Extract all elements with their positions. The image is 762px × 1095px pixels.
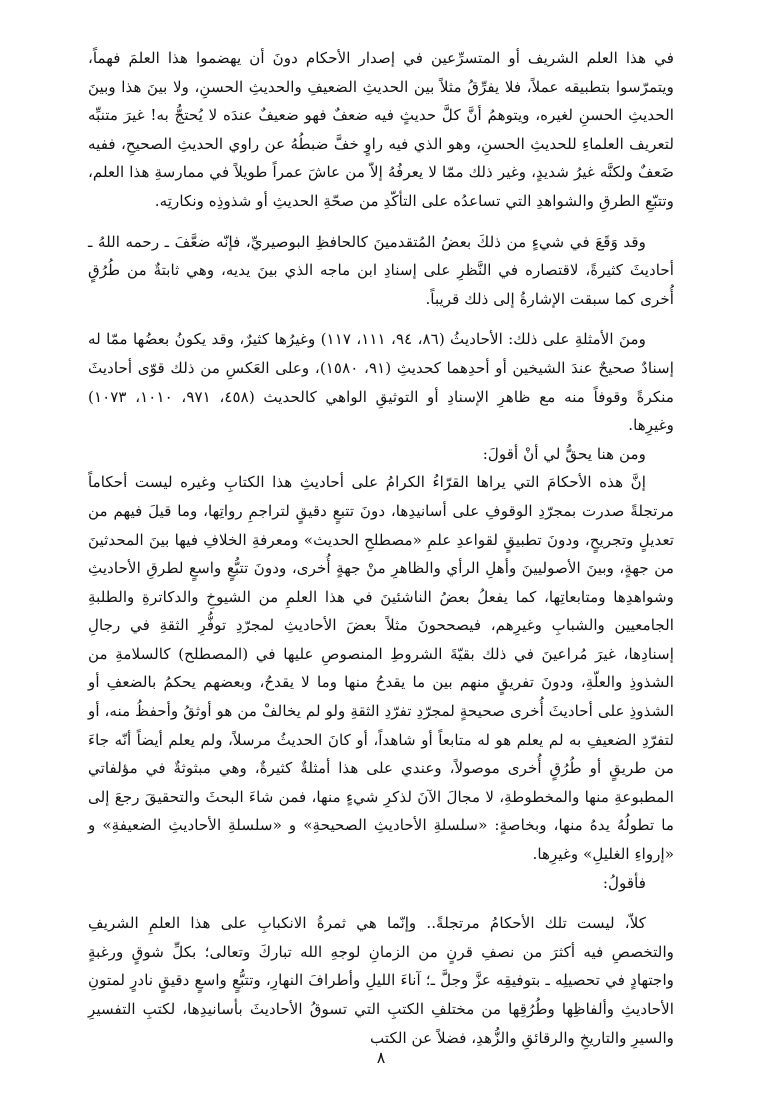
paragraph-6: فأقولُ: [602,873,646,892]
paragraph-2: وقد وَقَعَ في شيءٍ من ذلكَ بعضُ المُتقدمينَ كالحافظِ البوصيريِّ، فإنّه ضعَّفَ ـ رحمه اللهُ ـ أحاديثَ كثيرةً، لاقتصاره في النَّظرِ على إسنادِ ابن ماجه الذي بينَ يديه، وهي ثابتةٌ من طُرُقٍ أُخرى كما سبقت الإشارةُ إلى ذلك قريباً. [88,232,674,308]
paragraph-1: في هذا العلم الشريف أو المتسرِّعين في إصدار الأحكام دونَ أن يهضموا هذا العلمَ فهماً، ويتمرّسوا بتطبيقه عملاً، فلا يفرِّقُ مثلاً بين الحديثِ الضعيفِ والحديثِ الحسنِ، ولا بينَ هذا وبينَ الحديثِ الحسنِ لغيره، ويتوهمُ أنَّ كلَّ حديثٍ فيه ضعفٌ فهو ضعيفٌ عندَه لا يُحتجُّ به! غيرَ متنبِّه لتعريف العلماءِ للحديثِ الحسنِ، وهو الذي فيه راوٍ خفَّ ضبطُهُ عن راوي الحديثِ الصحيحِ، ففيه ضَعفٌ ولكنَّه غيرُ شديدٍ، وغير ذلك ممّا لا يعرفُهُ إلاّ من عاشَ عمراً طويلاً في ممارسةِ هذا العلم، وتتبّعِ الطرقِ والشواهدِ التي تساعدُه على التأكّدِ من صحّةِ الحديثِ أو شذوذِه ونكارتِه. [88,49,674,210]
paragraph-5: إنَّ هذه الأحكامَ التي يراها القرّاءُ الكرامُ على أحاديثِ هذا الكتابِ وغيره ليست أحكاماً مرتجلةً صدرت بمجرّدِ الوقوفِ على أسانيدِها، دونَ تتبعٍ دقيقٍ لتراجمِ رواتِها، وما قيلَ فيهم من تعديلٍ وتجريحٍ، ودونَ تطبيقٍ لقواعدِ علمِ «مصطلحِ الحديث» ومعرفةِ الخلافِ فيها بينَ المحدثينَ من جهةٍ، وبينَ الأصوليينَ وأهلِ الرأي والظاهرِ منْ جهةٍ أُخرى، ودونَ تتبُّعٍ واسعٍ لطرقِ الأحاديثِ وشواهدِها ومتابعاتِها، كما يفعلُ بعضُ الناشئينَ في هذا العلمِ من الشيوخِ والدكاترةِ والطلبةِ الجامعيين والشبابِ وغيرِهم، فيصححونَ مثلاً بعضَ الأحاديثِ لمجرّدِ توفُّرِ الثقةِ في رجالِ إسنادِها، غيرَ مُراعينَ في ذلك بقيّةَ الشروطِ المنصوصِ عليها في (المصطلح) كالسلامةِ من الشذوذِ والعلّةِ، ودونَ تفريقٍ منهم بين ما يقدحُ منها وما لا يقدحُ، وبعضهم يحكمُ بالضعفِ أو الشذوذِ على أحاديثَ أُخرى صحيحةٍ لمجرّدِ تفرّدِ الثقةِ ولو لم يخالفْ من هو أوثقُ وأحفظُ منه، أو لتفرّدِ الضعيفِ به لم يعلم هو له متابعاً أو شاهداً، أو كانَ الحديثُ مرسلاً، ولم يعلم أيضاً أنّه جاءَ من طريقٍ أو طُرُقٍ أُخرى موصولاً، وعندي على هذا أمثلةٌ كثيرةٌ، وهي مبثوثةٌ في مؤلفاتي المطبوعةِ منها والمخطوطةِ، لا مجالَ الآنَ لذكرِ شيءٍ منها، فمن شاءَ البحثَ والتحقيقَ رجعَ إلى ما تطولُهُ يدهُ منها، وبخاصةٍ: «سلسلةِ الأحاديثِ الصحيحةِ» و «سلسلةِ الأحاديثِ الضعيفةِ» و «إرواءِ الغليلِ» وغيرِها. [88,473,674,864]
paragraph-4: ومن هنا يحقُّ لي أنْ أقولَ: [482,444,646,463]
page-body-text [88,44,674,1052]
paragraph-3: ومنَ الأمثلةِ على ذلك: الأحاديثُ (٨٦، ٩٤، ١١١، ١١٧) وغيرُها كثيرٌ، وقد يكونُ بعضُها ممّا له إسنادٌ صحيحٌ عندَ الشيخين أو أحدِهما كحديثِ (٩١، ١٥٨٠)، وعلى العَكسِ من ذلك قوّى أحاديثَ منكرةً وقوفاً منه مع ظاهرِ الإسنادِ أو التوثيقِ الواهي كالحديث (٤٥٨، ٩٧١، ١٠١٠، ١٠٧٣) وغيرِها. [88,330,674,435]
paragraph-7: كلاّ، ليست تلك الأحكامُ مرتجلةً.. وإنّما هي ثمرةُ الانكبابِ على هذا العلمِ الشريفِ والتخصصِ فيه أكثرَ من نصفِ قرنٍ من الزمانِ لوجهِ الله تباركَ وتعالى؛ بكلِّ شوقٍ ورغبةٍ واجتهادٍ في تحصيلِه ـ بتوفيقِه عزَّ وجلَّ ـ؛ آناءَ الليلِ وأطرافَ النهارِ، وتتبُّعٍ واسعٍ دقيقٍ نادرٍ لمتونِ الأحاديثِ وألفاظِها وطُرُقِها من مختلفِ الكتبِ التي تسوقُ الأحاديثَ بأسانيدِها، لكتبِ التفسيرِ والسيرِ والتاريخِ والرقائقِ والزُّهدِ، فضلاً عن الكتب [88,914,674,1047]
page-number: ٨ [376,1048,386,1067]
